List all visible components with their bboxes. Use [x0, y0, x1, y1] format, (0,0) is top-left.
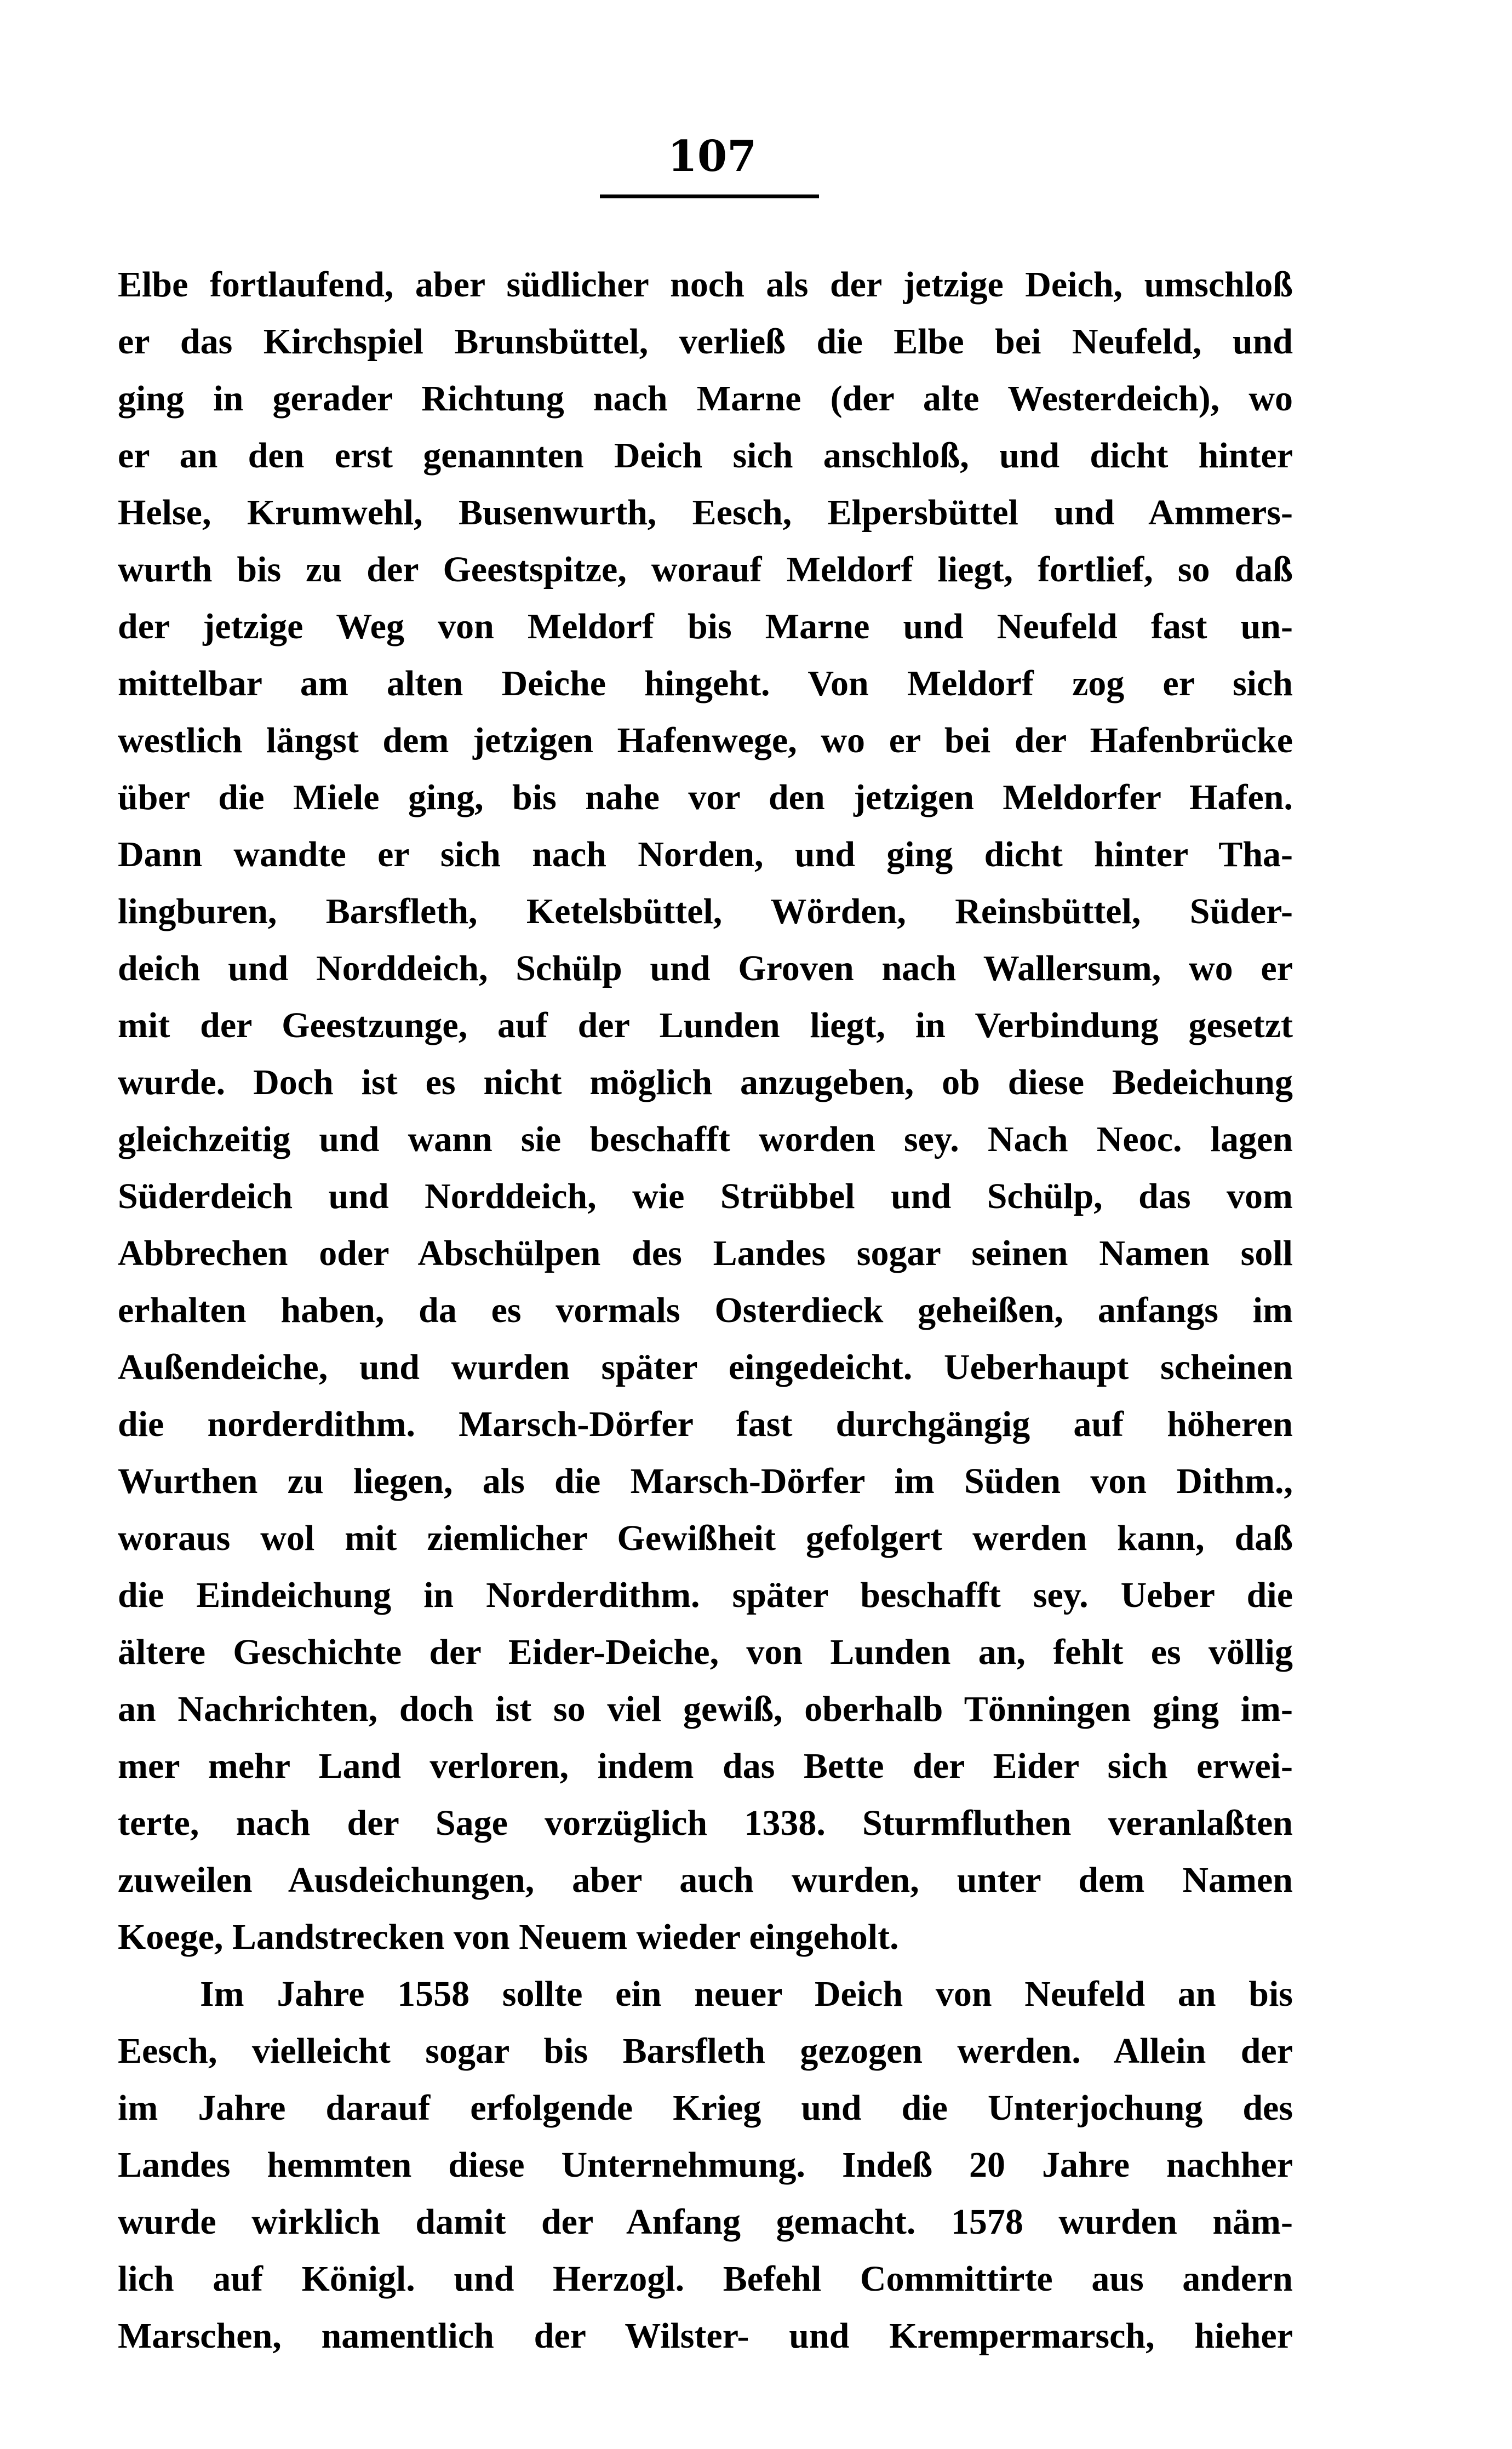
text-line: Außendeiche, und wurden später eingedeicht. Ueberhaupt scheinen: [118, 1347, 1293, 1387]
text-line: Dann wandte er sich nach Norden, und ging dicht hinter Tha-: [118, 834, 1293, 874]
text-line: deich und Norddeich, Schülp und Groven nach Wallersum, wo er: [118, 948, 1293, 988]
text-line: Wurthen zu liegen, als die Marsch-Dörfer im Süden von Dithm.,: [118, 1461, 1293, 1501]
text-line: der jetzige Weg von Meldorf bis Marne und Neufeld fast un-: [118, 606, 1293, 646]
text-line: mer mehr Land verloren, indem das Bette der Eider sich erwei-: [118, 1746, 1293, 1786]
text-line: gleichzeitig und wann sie beschafft worden sey. Nach Neoc. lagen: [118, 1119, 1293, 1159]
page-number-rule: [600, 194, 819, 198]
text-line: Elbe fortlaufend, aber südlicher noch als der jetzige Deich, umschloß: [118, 265, 1293, 305]
text-line: Im Jahre 1558 sollte ein neuer Deich von Neufeld an bis: [200, 1974, 1293, 2014]
text-line: über die Miele ging, bis nahe vor den jetzigen Meldorfer Hafen.: [118, 777, 1293, 817]
page-number: 107: [667, 131, 757, 181]
text-line: er das Kirchspiel Brunsbüttel, verließ die Elbe bei Neufeld, und: [118, 322, 1293, 362]
text-line: Landes hemmten diese Unternehmung. Indeß 20 Jahre nachher: [118, 2145, 1293, 2185]
text-line: wurde wirklich damit der Anfang gemacht. 1578 wurden näm-: [118, 2202, 1293, 2242]
text-line: lingburen, Barsfleth, Ketelsbüttel, Wörden, Reinsbüttel, Süder-: [118, 891, 1293, 931]
text-line: Marschen, namentlich der Wilster- und Krempermarsch, hieher: [118, 2316, 1293, 2356]
text-line: wurde. Doch ist es nicht möglich anzugeben, ob diese Bedeichung: [118, 1062, 1293, 1102]
text-line: Helse, Krumwehl, Busenwurth, Eesch, Elpersbüttel und Ammers-: [118, 493, 1293, 533]
text-line: erhalten haben, da es vormals Osterdieck geheißen, anfangs im: [118, 1290, 1293, 1330]
text-line: ging in gerader Richtung nach Marne (der alte Westerdeich), wo: [118, 379, 1293, 419]
text-line: Eesch, vielleicht sogar bis Barsfleth gezogen werden. Allein der: [118, 2031, 1293, 2071]
page-body: [118, 256, 1293, 2365]
text-line: woraus wol mit ziemlicher Gewißheit gefolgert werden kann, daß: [118, 1518, 1293, 1558]
text-line: wurth bis zu der Geestspitze, worauf Meldorf liegt, fortlief, so daß: [118, 550, 1293, 590]
text-line: ältere Geschichte der Eider-Deiche, von Lunden an, fehlt es völlig: [118, 1632, 1293, 1672]
text-line: westlich längst dem jetzigen Hafenwege, wo er bei der Hafenbrücke: [118, 720, 1293, 760]
text-line: mit der Geestzunge, auf der Lunden liegt, in Verbindung gesetzt: [118, 1005, 1293, 1045]
text-line: an Nachrichten, doch ist so viel gewiß, oberhalb Tönningen ging im-: [118, 1689, 1293, 1729]
text-line: terte, nach der Sage vorzüglich 1338. Sturmfluthen veranlaßten: [118, 1803, 1293, 1843]
text-line: die Eindeichung in Norderdithm. später beschafft sey. Ueber die: [118, 1575, 1293, 1615]
text-line: zuweilen Ausdeichungen, aber auch wurden, unter dem Namen: [118, 1860, 1293, 1900]
text-line: Süderdeich und Norddeich, wie Strübbel und Schülp, das vom: [118, 1176, 1293, 1216]
text-line: Abbrechen oder Abschülpen des Landes sogar seinen Namen soll: [118, 1233, 1293, 1273]
text-line: lich auf Königl. und Herzogl. Befehl Committirte aus andern: [118, 2259, 1293, 2299]
text-line: Koege, Landstrecken von Neuem wieder eingeholt.: [118, 1917, 899, 1957]
text-line: mittelbar am alten Deiche hingeht. Von Meldorf zog er sich: [118, 663, 1293, 703]
text-line: er an den erst genannten Deich sich anschloß, und dicht hinter: [118, 436, 1293, 476]
text-line: die norderdithm. Marsch-Dörfer fast durchgängig auf höheren: [118, 1404, 1293, 1444]
text-line: im Jahre darauf erfolgende Krieg und die Unterjochung des: [118, 2088, 1293, 2128]
